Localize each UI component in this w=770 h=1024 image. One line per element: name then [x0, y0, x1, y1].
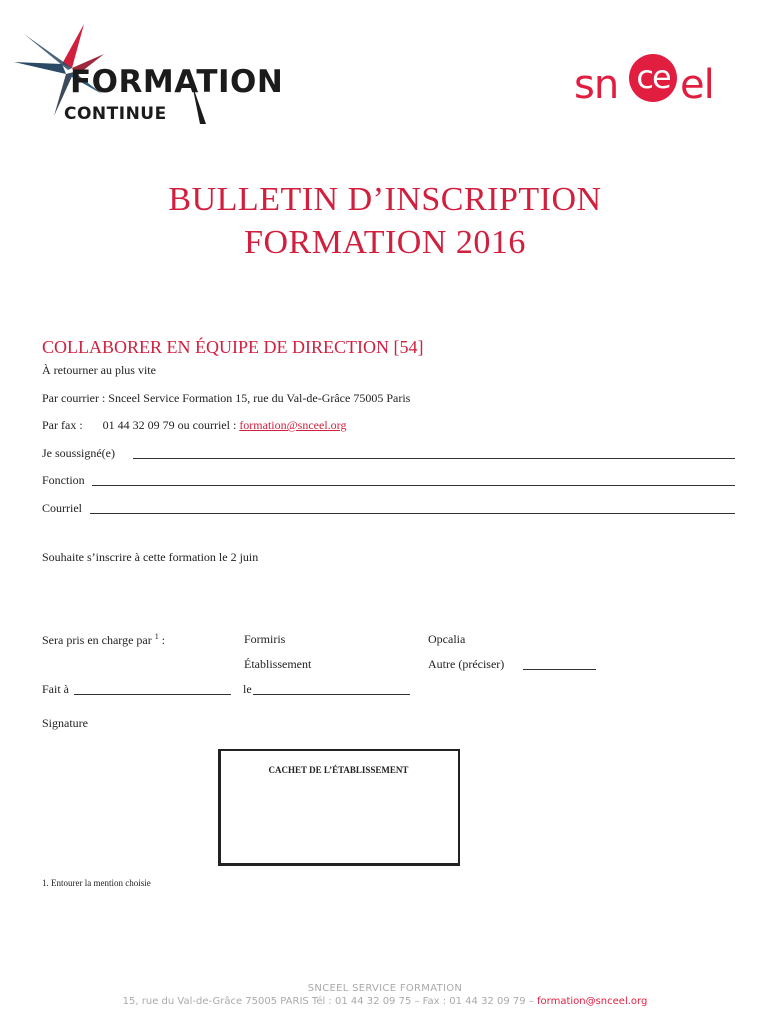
function-field[interactable]	[92, 485, 735, 486]
stamp-label: CACHET DE L’ÉTABLISSEMENT	[268, 765, 409, 775]
email-field[interactable]	[90, 513, 735, 514]
snceel-logo-part-ce: ce	[636, 58, 670, 96]
option-autre[interactable]: Autre (préciser)	[428, 657, 505, 671]
logo-continue-text: CONTINUE	[64, 104, 167, 124]
funding-colon: :	[161, 633, 166, 647]
course-title: COLLABORER EN ÉQUIPE DE DIRECTION [54]	[42, 337, 424, 357]
footer-org: SNCEEL SERVICE FORMATION	[307, 983, 463, 994]
enroll-text: Souhaite s’inscrire à cette formation le 2 juin	[42, 550, 259, 564]
footnote-ref: 1	[154, 632, 159, 641]
function-label: Fonction	[42, 473, 85, 487]
footer-email-link[interactable]: formation@snceel.org	[537, 996, 648, 1007]
place-label: Fait à	[42, 682, 69, 696]
mail-address: Par courrier : Snceel Service Formation 15, rue du Val-de-Grâce 75005 Paris	[42, 391, 411, 405]
signature-label: Signature	[42, 716, 88, 730]
snceel-logo-part-el: el	[680, 62, 714, 108]
return-note: À retourner au plus vite	[42, 363, 156, 377]
option-formiris[interactable]: Formiris	[244, 632, 286, 646]
date-label: le	[243, 682, 252, 696]
snceel-logo-part-sn: sn	[574, 62, 619, 108]
autre-field[interactable]	[523, 669, 596, 670]
contact-email-link[interactable]: formation@snceel.org	[239, 418, 347, 432]
date-field[interactable]	[253, 694, 410, 695]
logo-formation-text: FORMATION	[70, 64, 284, 100]
option-opcalia[interactable]: Opcalia	[428, 632, 466, 646]
funding-label-group	[42, 632, 165, 648]
fax-number: 01 44 32 09 79 ou courriel :	[102, 418, 237, 432]
footer-address: 15, rue du Val-de-Grâce 75005 PARIS Tél : 01 44 32 09 75 – Fax : 01 44 32 09 79 –	[122, 996, 534, 1007]
email-label: Courriel	[42, 501, 82, 515]
option-etablissement[interactable]: Établissement	[244, 657, 312, 671]
footnote: 1. Entourer la mention choisie	[42, 878, 151, 888]
page-title-line2: FORMATION 2016	[244, 224, 526, 261]
fax-line	[42, 418, 346, 433]
name-field[interactable]	[133, 458, 735, 459]
place-field[interactable]	[74, 694, 231, 695]
page-title-line1: BULLETIN D’INSCRIPTION	[168, 181, 602, 218]
name-label: Je soussigné(e)	[42, 446, 115, 460]
funding-label: Sera pris en charge par	[42, 633, 152, 647]
fax-label: Par fax :	[42, 418, 83, 432]
footer-contact	[0, 996, 770, 1007]
